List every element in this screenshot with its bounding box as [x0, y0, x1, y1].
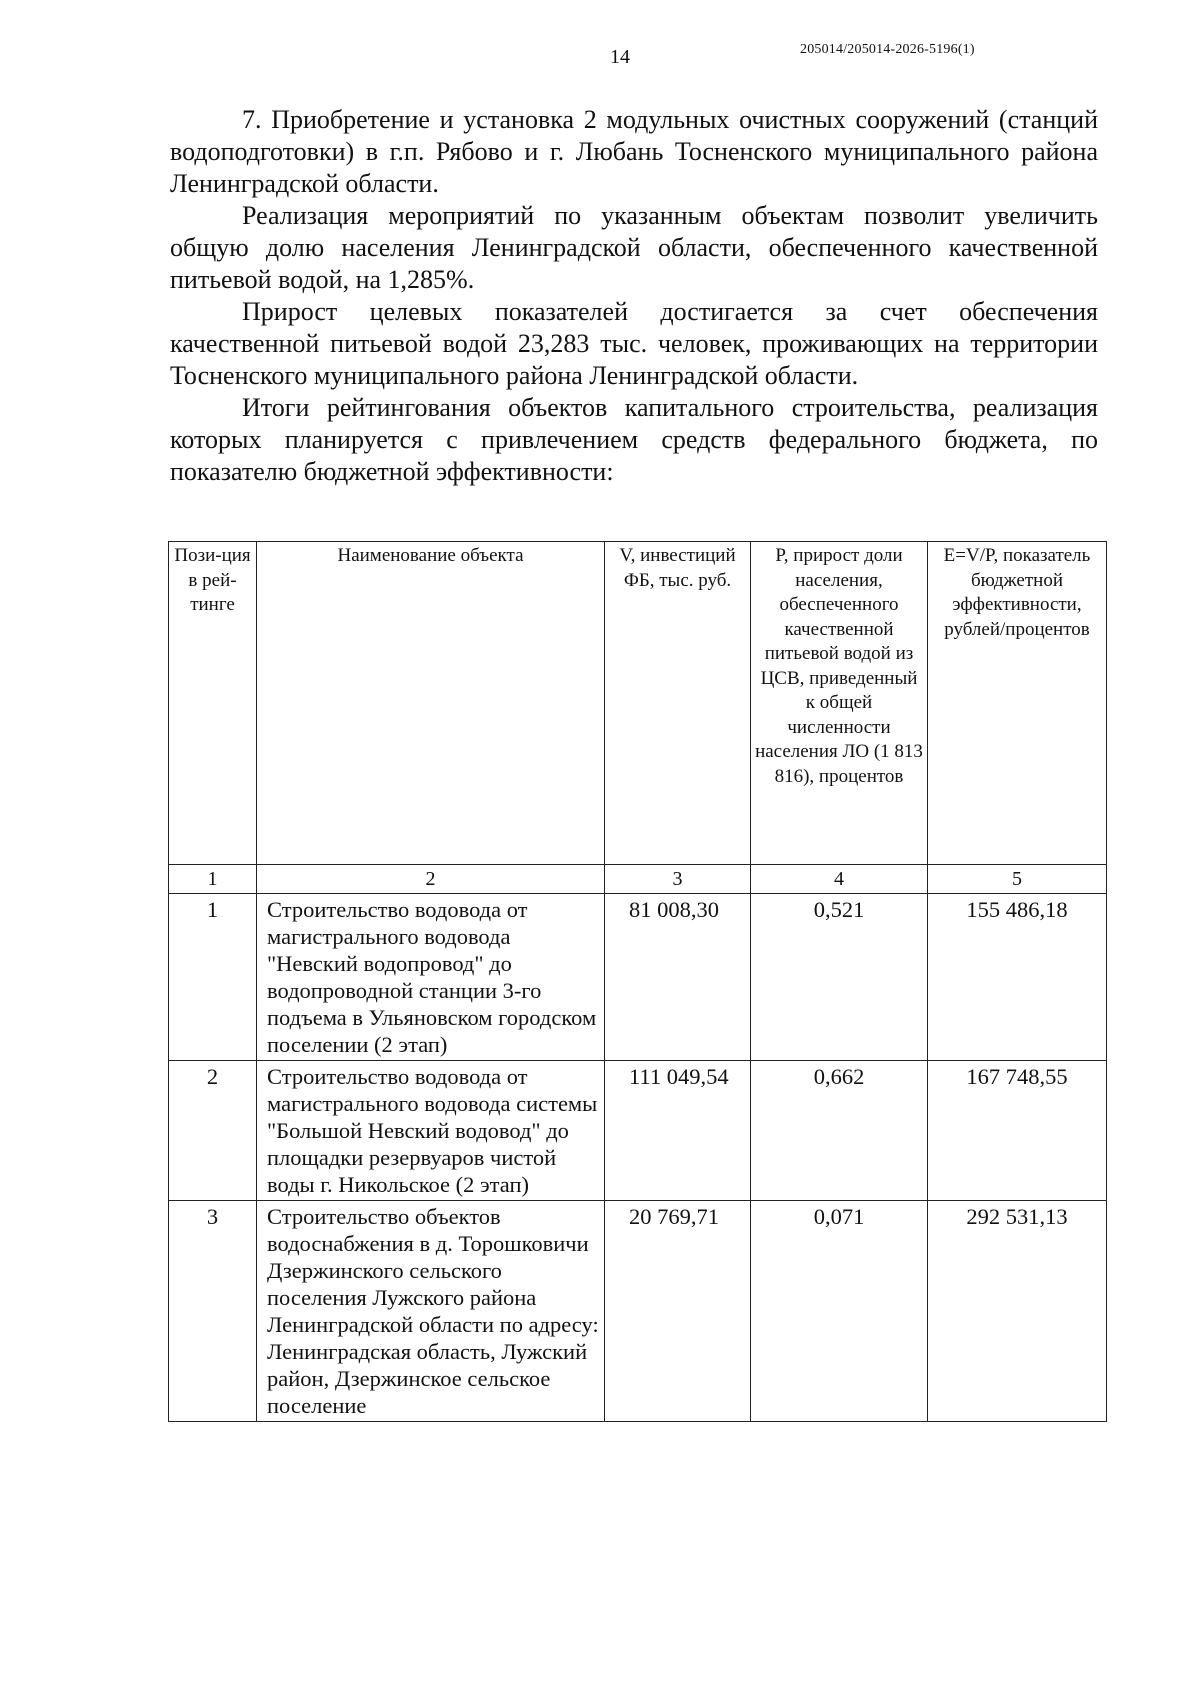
table-row — [169, 1061, 1107, 1201]
row-object-name: Строительство водовода от магистрального водовода системы "Большой Невский водовод" до площадки резервуаров чистой воды г. Никольское (2 этап) — [257, 1061, 605, 1201]
row-position: 1 — [169, 894, 257, 1061]
row-investment: 111 049,54 — [605, 1061, 751, 1201]
document-id: 205014/205014-2026-5196(1) — [800, 42, 975, 57]
column-number: 3 — [605, 865, 751, 894]
paragraph: Итоги рейтингования объектов капитального строительства, реализация которых планируется с привлечением средств федерального бюджета, по показателю бюджетной эффективности: — [170, 393, 1098, 486]
row-position: 2 — [169, 1061, 257, 1201]
row-object-name: Строительство объектов водоснабжения в д. Торошковичи Дзержинского сельского поселения Лужского района Ленинградской области по адресу: Ленинградская область, Лужский район, Дзержинское сельское поселение — [257, 1201, 605, 1422]
row-position: 3 — [169, 1201, 257, 1422]
paragraph: Прирост целевых показателей достигается за счет обеспечения качественной питьевой водой 23,283 тыс. человек, проживающих на территории Тосненского муниципального района Ленинградской области. — [170, 297, 1098, 390]
rating-table — [168, 541, 1107, 1422]
column-number: 4 — [751, 865, 928, 894]
row-investment: 20 769,71 — [605, 1201, 751, 1422]
row-investment: 81 008,30 — [605, 894, 751, 1061]
row-object-name: Строительство водовода от магистрального водовода "Невский водопровод" до водопроводной станции 3-го подъема в Ульяновском городском поселении (2 этап) — [257, 894, 605, 1061]
row-population-share: 0,662 — [751, 1061, 928, 1201]
row-efficiency: 155 486,18 — [928, 894, 1107, 1061]
header-object-name: Наименование объекта — [257, 542, 605, 865]
header-investment: V, инвестиций ФБ, тыс. руб. — [605, 542, 751, 865]
header-position: Пози-ция в рей-тинге — [169, 542, 257, 865]
paragraph: 7. Приобретение и установка 2 модульных очистных сооружений (станций водоподготовки) в г.п. Рябово и г. Любань Тосненского муниципального района Ленинградской области. — [170, 105, 1098, 198]
table-header-row — [169, 542, 1107, 865]
column-number: 5 — [928, 865, 1107, 894]
row-efficiency: 292 531,13 — [928, 1201, 1107, 1422]
header-efficiency: E=V/P, показатель бюджетной эффективности, рублей/процентов — [928, 542, 1107, 865]
header-population-share: P, прирост доли населения, обеспеченного качественной питьевой водой из ЦСВ, приведенный к общей численности населения ЛО (1 813 816), процентов — [751, 542, 928, 865]
row-population-share: 0,071 — [751, 1201, 928, 1422]
body-text — [170, 104, 1098, 488]
row-population-share: 0,521 — [751, 894, 928, 1061]
column-number: 1 — [169, 865, 257, 894]
paragraph: Реализация мероприятий по указанным объектам позволит увеличить общую долю населения Ленинградской области, обеспеченного качественной питьевой водой, на 1,285%. — [170, 201, 1098, 294]
table-row — [169, 1201, 1107, 1422]
page-number: 14 — [610, 46, 630, 68]
column-number-row — [169, 865, 1107, 894]
table-row — [169, 894, 1107, 1061]
row-efficiency: 167 748,55 — [928, 1061, 1107, 1201]
column-number: 2 — [257, 865, 605, 894]
